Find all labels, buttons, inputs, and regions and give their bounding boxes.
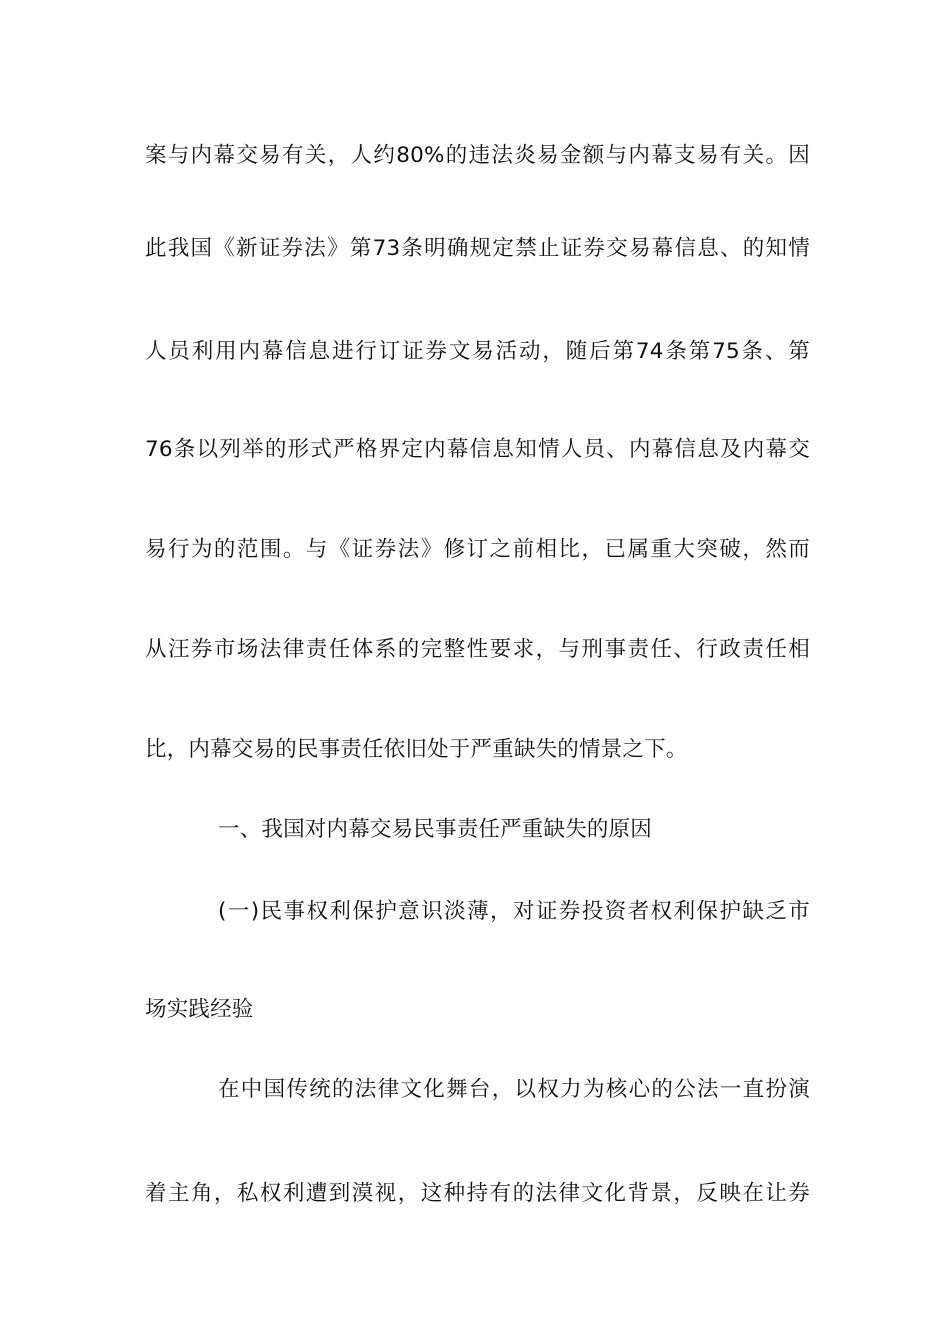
body-text-line: 人员利用内幕信息进行订证券文易活动，随后第74条第75条、第 <box>145 339 810 364</box>
body-text-line: 着主角，私权利遭到漠视，这种持有的法律文化背景，反映在让券 <box>145 1181 810 1206</box>
section-heading: 一、我国对内幕交易民事责任严重缺失的原因 <box>218 817 653 842</box>
body-text-line: 从汪券市场法律责任体系的完整性要求，与刑事责任、行政责任相 <box>145 637 810 662</box>
body-text-line: 76条以列举的形式严格界定内幕信息知情人员、内幕信息及内幕交 <box>145 437 810 462</box>
subsection-heading-continuation: 场实践经验 <box>145 997 254 1022</box>
subsection-heading: (一)民事权利保护意识淡薄，对证券投资者权利保护缺乏市 <box>218 899 810 924</box>
body-text-line: 易行为的范围。与《证券法》修订之前相比，已属重大突破，然而 <box>145 537 810 562</box>
body-text-line: 在中国传统的法律文化舞台，以权力为核心的公法一直扮演 <box>218 1077 810 1102</box>
body-text-line: 案与内幕交易有关，人约80%的违法炎易金额与内幕支易有关。因 <box>145 143 810 168</box>
body-text-line: 比，内幕交易的民事责任依旧处于严重缺失的情景之下。 <box>145 737 688 762</box>
body-text-line: 此我国《新证券法》第73条明确规定禁止证券交易幕信息、的知情 <box>145 236 810 261</box>
